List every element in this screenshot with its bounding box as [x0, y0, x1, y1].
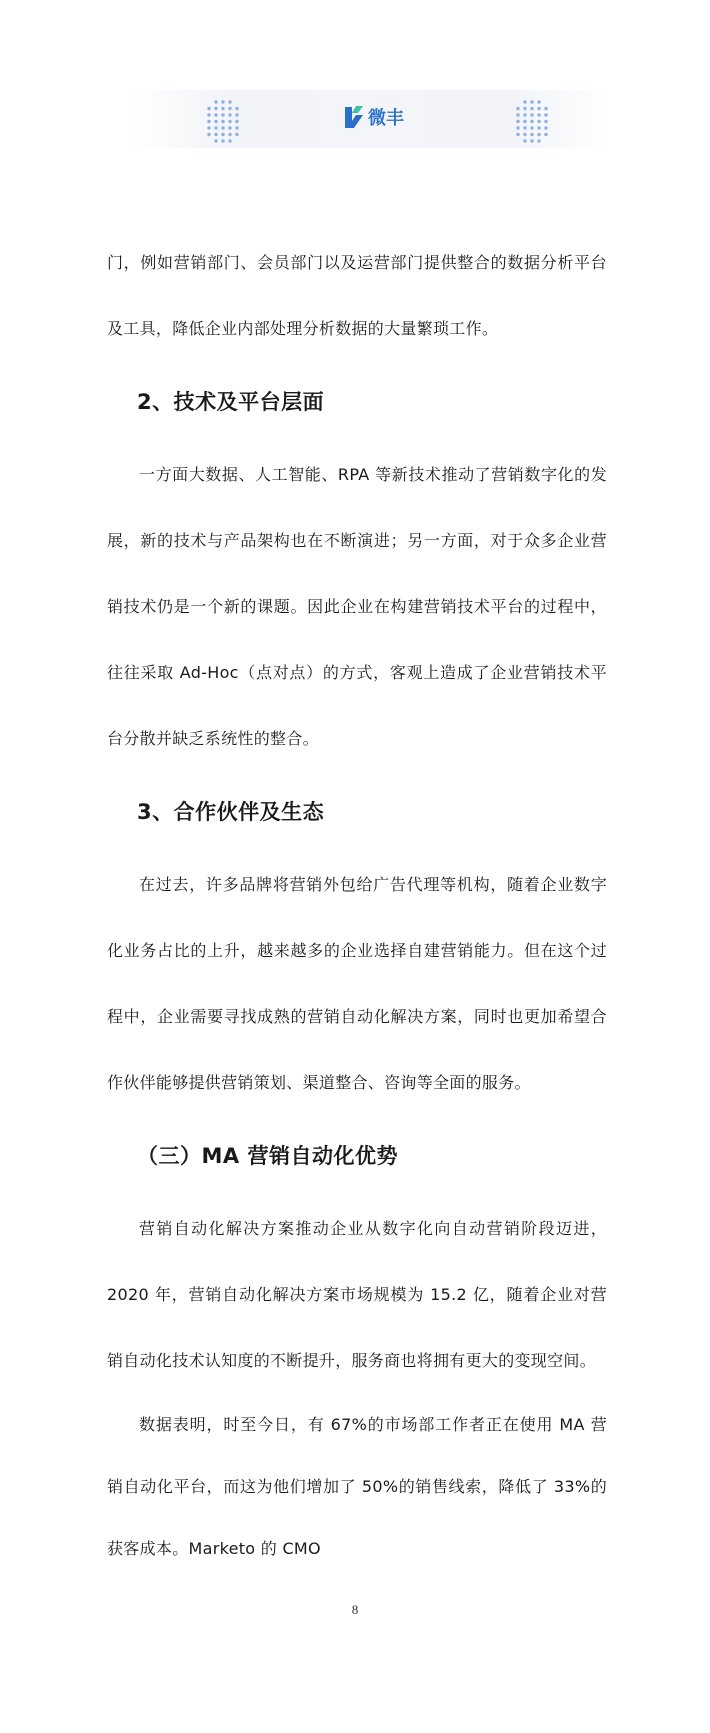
section-heading-partners: 3、合作伙伴及生态 [137, 800, 325, 824]
paragraph-ma-stats: 数据表明，时至今日，有 67%的市场部工作者正在使用 MA 营销自动化平台，而这为他们增加了 50%的销售线索，降低了 33%的获客成本。Marketo 的 CMO [107, 1415, 607, 1558]
document-body [107, 230, 607, 1580]
paragraph-ma-market: 营销自动化解决方案推动企业从数字化向自动营销阶段迈进，2020 年，营销自动化解决方案市场规模为 15.2 亿，随着企业对营销自动化技术认知度的不断提升，服务商也将拥有更大的变现空间。 [107, 1219, 607, 1370]
decorative-dot-grid-icon [514, 98, 550, 144]
section-heading-ma-advantage: （三）MA 营销自动化优势 [137, 1144, 398, 1168]
weifeng-logo-icon [343, 104, 365, 130]
decorative-dot-grid-icon [205, 98, 241, 144]
brand-logo [343, 102, 413, 132]
page-number: 8 [351, 1602, 359, 1617]
paragraph-partners: 在过去，许多品牌将营销外包给广告代理等机构，随着企业数字化业务占比的上升，越来越多的企业选择自建营销能力。但在这个过程中，企业需要寻找成熟的营销自动化解决方案，同时也更加希望合作伙伴能够提供营销策划、渠道整合、咨询等全面的服务。 [107, 875, 607, 1092]
paragraph-tech-platform: 一方面大数据、人工智能、RPA 等新技术推动了营销数字化的发展，新的技术与产品架构也在不断演进；另一方面，对于众多企业营销技术仍是一个新的课题。因此企业在构建营销技术平台的过程中，往往采取 Ad-Hoc（点对点）的方式，客观上造成了企业营销技术平台分散并缺乏系统性的整合。 [107, 465, 607, 748]
brand-name: 微丰 [368, 108, 404, 129]
paragraph-continuation: 门，例如营销部门、会员部门以及运营部门提供整合的数据分析平台及工具，降低企业内部处理分析数据的大量繁琐工作。 [107, 253, 607, 338]
section-heading-tech-platform: 2、技术及平台层面 [137, 390, 325, 414]
